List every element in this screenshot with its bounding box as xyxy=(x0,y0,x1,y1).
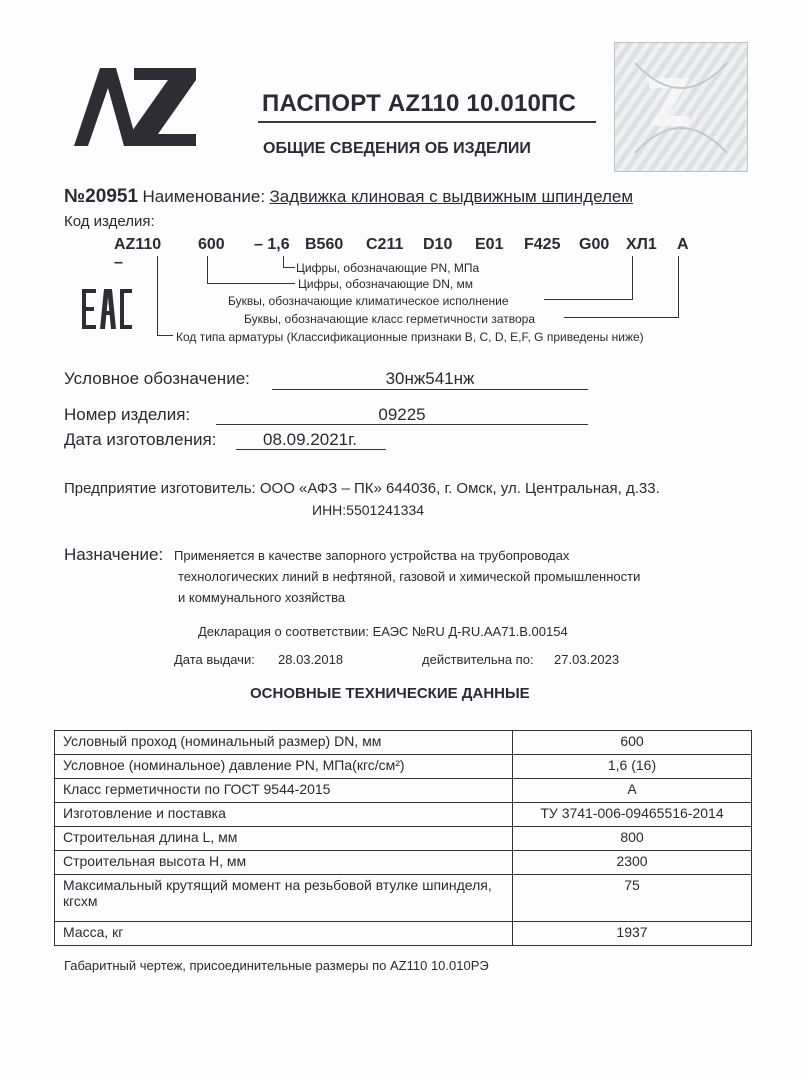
legend-climate: Буквы, обозначающие климатическое исполнение xyxy=(228,294,509,308)
valid-date: 27.03.2023 xyxy=(554,652,620,667)
date-value: 08.09.2021г. xyxy=(263,430,357,449)
table-row xyxy=(55,922,752,946)
spec-param: Условный проход (номинальный размер) DN, мм xyxy=(55,731,513,755)
eac-mark xyxy=(80,287,134,331)
code-part-pn: – 1,6 xyxy=(254,236,290,253)
name-label: Наименование: xyxy=(142,187,266,206)
spec-value: 1,6 (16) xyxy=(513,755,752,779)
table-row xyxy=(55,827,752,851)
leader-dn xyxy=(207,256,208,284)
spec-param: Масса, кг xyxy=(55,922,513,946)
leader-tightness xyxy=(678,256,679,318)
purpose-line-3: и коммунального хозяйства xyxy=(178,590,346,605)
table-row xyxy=(55,875,752,922)
manufacturer-inn: ИНН:5501241334 xyxy=(312,502,425,518)
spec-value: ТУ 3741-006-09465516-2014 xyxy=(513,803,752,827)
legend-type: Код типа арматуры (Классификационные признаки B, C, D, E,F, G приведены ниже) xyxy=(176,330,644,344)
spec-value: 600 xyxy=(513,731,752,755)
legend-pn: Цифры, обозначающие PN, МПа xyxy=(296,261,480,275)
name-value: Задвижка клиновая с выдвижным шпинделем xyxy=(269,187,634,206)
spec-value: 800 xyxy=(513,827,752,851)
manufacturer-line: Предприятие изготовитель: ООО «АФЗ – ПК» 644036, г. Омск, ул. Центральная, д.33. xyxy=(64,480,660,497)
code-part-g: G00 xyxy=(579,236,610,253)
issue-label: Дата выдачи: xyxy=(174,652,255,667)
purpose-line-2: технологических линий в нефтяной, газовой и химической промышленности xyxy=(178,569,641,584)
leader-type xyxy=(157,256,158,336)
spec-value: 2300 xyxy=(513,851,752,875)
code-part-c: C211 xyxy=(366,236,404,253)
serial-value: 09225 xyxy=(378,405,426,424)
designation-value: 30нж541нж xyxy=(385,369,475,388)
page-subtitle: ОБЩИЕ СВЕДЕНИЯ ОБ ИЗДЕЛИИ xyxy=(263,140,531,157)
code-part-b: B560 xyxy=(305,236,344,253)
az-logo xyxy=(70,62,198,148)
serial-label: Номер изделия: xyxy=(64,405,191,424)
spec-param: Класс герметичности по ГОСТ 9544-2015 xyxy=(55,779,513,803)
code-part-e: E01 xyxy=(475,236,504,253)
declaration-text: Декларация о соответствии: ЕАЭС №RU Д-RU.АА71.В.00154 xyxy=(198,624,568,639)
code-part-type: AZ110 – xyxy=(114,236,162,271)
designation-label: Условное обозначение: xyxy=(64,369,250,388)
purpose-line-1: Применяется в качестве запорного устройства на трубопроводах xyxy=(174,548,570,563)
title-underline xyxy=(258,121,596,123)
drawing-reference: Габаритный чертеж, присоединительные размеры по AZ110 10.010РЭ xyxy=(64,958,489,973)
specs-table xyxy=(54,730,752,946)
hologram-sticker xyxy=(614,42,748,172)
spec-value: 75 xyxy=(513,875,752,922)
table-row xyxy=(55,755,752,779)
product-name-line xyxy=(64,186,633,208)
leader-climate xyxy=(632,256,633,300)
spec-param: Строительная высота Н, мм xyxy=(55,851,513,875)
code-part-tightness: А xyxy=(677,236,689,253)
product-number: №20951 xyxy=(64,186,139,207)
spec-value: А xyxy=(513,779,752,803)
code-part-d: D10 xyxy=(423,236,453,253)
legend-dn: Цифры, обозначающие DN, мм xyxy=(298,277,474,291)
spec-value: 1937 xyxy=(513,922,752,946)
code-part-climate: ХЛ1 xyxy=(626,236,657,253)
code-part-f: F425 xyxy=(524,236,561,253)
table-row xyxy=(55,779,752,803)
legend-tightness: Буквы, обозначающие класс герметичности затвора xyxy=(244,312,535,326)
code-label: Код изделия: xyxy=(64,213,155,230)
table-row xyxy=(55,731,752,755)
spec-param: Условное (номинальное) давление PN, МПа(кгс/см²) xyxy=(55,755,513,779)
date-label: Дата изготовления: xyxy=(64,430,217,449)
valid-label: действительна по: xyxy=(422,652,534,667)
specs-heading: ОСНОВНЫЕ ТЕХНИЧЕСКИЕ ДАННЫЕ xyxy=(250,685,530,702)
spec-param: Изготовление и поставка xyxy=(55,803,513,827)
table-row xyxy=(55,851,752,875)
spec-param: Строительная длина L, мм xyxy=(55,827,513,851)
issue-date: 28.03.2018 xyxy=(278,652,344,667)
purpose-label: Назначение: xyxy=(64,545,164,564)
page-title: ПАСПОРТ AZ110 10.010ПС xyxy=(262,90,577,117)
code-part-dn: 600 xyxy=(198,236,225,253)
table-row xyxy=(55,803,752,827)
spec-param: Максимальный крутящий момент на резьбовой втулке шпинделя, кгсхм xyxy=(55,875,513,922)
